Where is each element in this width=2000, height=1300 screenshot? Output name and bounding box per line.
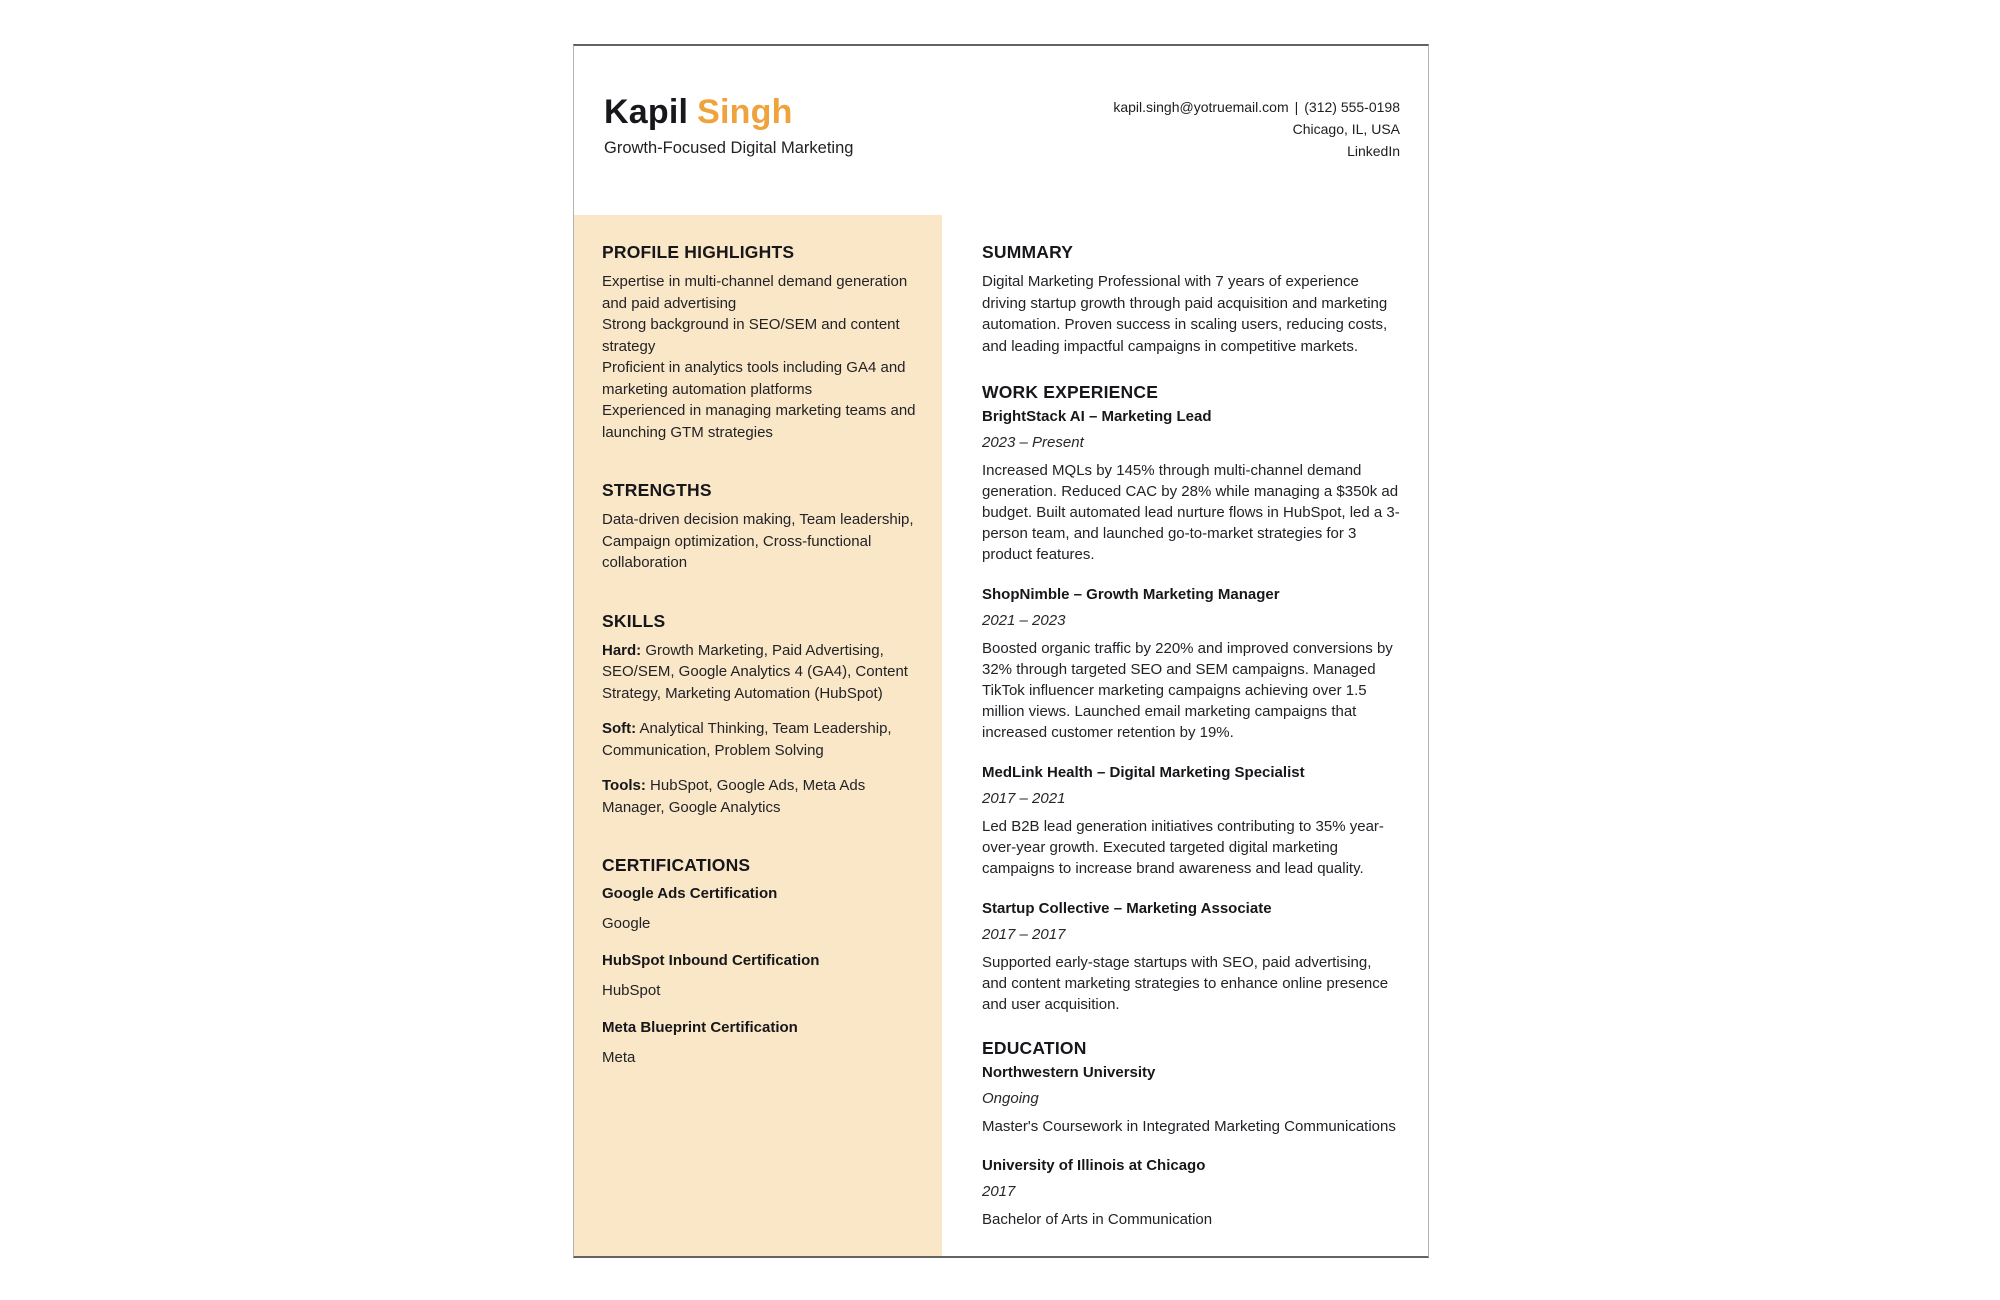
job-description: Led B2B lead generation initiatives contributing to 35% year-over-year growth. Executed targeted digital marketing campaigns to increase brand awareness and lead quality. xyxy=(982,818,1384,877)
first-name: Kapil xyxy=(604,93,689,131)
profile-highlight-item: Experienced in managing marketing teams and launching GTM strategies xyxy=(602,402,916,441)
skill-group-hard xyxy=(602,640,926,705)
section-strengths xyxy=(602,479,926,574)
certification-issuer: HubSpot xyxy=(602,982,661,999)
job-entry xyxy=(982,763,1400,879)
contact-line-1 xyxy=(1113,96,1400,118)
school-name: University of Illinois at Chicago xyxy=(982,1157,1206,1174)
summary-text: Digital Marketing Professional with 7 years of experience driving startup growth through paid acquisition and marketing automation. Proven success in scaling users, reducing costs, and leading impactful campaigns in competitive markets. xyxy=(982,273,1388,355)
profile-highlight-item: Expertise in multi-channel demand generation and paid advertising xyxy=(602,273,908,312)
work-experience-heading: WORK EXPERIENCE xyxy=(982,382,1159,402)
section-work-experience xyxy=(982,381,1400,1015)
certification-name: HubSpot Inbound Certification xyxy=(602,952,820,969)
main-column xyxy=(942,215,1428,1256)
school-degree: Bachelor of Arts in Communication xyxy=(982,1211,1213,1228)
school-dates: 2017 xyxy=(982,1183,1016,1200)
job-description: Boosted organic traffic by 220% and improved conversions by 32% through targeted SEO and SEM campaigns. Managed TikTok influencer marketing campaigns achieving over 1.5 million views. Launched email marketing campaigns that increased customer retention by 19%. xyxy=(982,640,1393,741)
strengths-text: Data-driven decision making, Team leadership, Campaign optimization, Cross-functional collaboration xyxy=(602,511,914,571)
job-description: Increased MQLs by 145% through multi-channel demand generation. Reduced CAC by 28% while managing a $350k ad budget. Built automated lead nurture flows in HubSpot, led a 3-person team, and launched go-to-market strategies for 3 product features. xyxy=(982,462,1400,563)
tagline: Growth-Focused Digital Marketing xyxy=(604,139,854,157)
school-dates: Ongoing xyxy=(982,1090,1039,1107)
job-description: Supported early-stage startups with SEO, paid advertising, and content marketing strategies to enhance online presence and user acquisition. xyxy=(982,954,1389,1013)
linkedin-link[interactable]: LinkedIn xyxy=(1347,143,1400,159)
job-dates: 2017 – 2021 xyxy=(982,790,1066,807)
skill-group-tools xyxy=(602,775,926,818)
school-name: Northwestern University xyxy=(982,1064,1156,1081)
profile-highlight-item: Proficient in analytics tools including GA4 and marketing automation platforms xyxy=(602,359,906,398)
job-title: BrightStack AI – Marketing Lead xyxy=(982,408,1212,425)
section-skills xyxy=(602,610,926,819)
school-degree: Master's Coursework in Integrated Marketing Communications xyxy=(982,1118,1396,1135)
contact-separator: | xyxy=(1294,99,1299,115)
section-education xyxy=(982,1037,1400,1230)
job-dates: 2023 – Present xyxy=(982,434,1084,451)
resume-page xyxy=(573,44,1429,1258)
job-dates: 2021 – 2023 xyxy=(982,612,1066,629)
certification-name: Meta Blueprint Certification xyxy=(602,1019,798,1036)
job-title: MedLink Health – Digital Marketing Specialist xyxy=(982,764,1305,781)
last-name: Singh xyxy=(697,93,793,131)
job-title: ShopNimble – Growth Marketing Manager xyxy=(982,586,1280,603)
certification-name: Google Ads Certification xyxy=(602,885,778,902)
location-text: Chicago, IL, USA xyxy=(1292,121,1400,137)
certifications-heading: CERTIFICATIONS xyxy=(602,855,751,875)
skill-group-label: Hard: xyxy=(602,641,642,659)
skill-group-text: HubSpot, Google Ads, Meta Ads Manager, Google Analytics xyxy=(602,777,866,816)
school-entry xyxy=(982,1156,1400,1230)
skills-heading: SKILLS xyxy=(602,610,666,631)
profile-highlights-heading: PROFILE HIGHLIGHTS xyxy=(602,242,795,262)
skill-group-soft xyxy=(602,718,926,761)
identity-block xyxy=(604,92,853,158)
sidebar-column xyxy=(574,215,942,1256)
summary-heading: SUMMARY xyxy=(982,242,1074,262)
skill-group-text: Analytical Thinking, Team Leadership, Communication, Problem Solving xyxy=(602,720,892,759)
section-profile-highlights xyxy=(602,241,926,443)
strengths-heading: STRENGTHS xyxy=(602,480,712,500)
resume-header xyxy=(574,46,1428,215)
contact-block xyxy=(1113,96,1400,162)
profile-highlight-item: Strong background in SEO/SEM and content strategy xyxy=(602,316,900,355)
job-dates: 2017 – 2017 xyxy=(982,926,1066,943)
job-entry xyxy=(982,407,1400,565)
education-heading: EDUCATION xyxy=(982,1038,1087,1058)
section-summary xyxy=(982,241,1400,357)
person-name xyxy=(604,92,853,132)
resume-body xyxy=(574,215,1428,1256)
certification-issuer: Meta xyxy=(602,1049,636,1066)
skill-group-label: Soft: xyxy=(602,720,637,737)
skill-group-text: Growth Marketing, Paid Advertising, SEO/SEM, Google Analytics 4 (GA4), Content Strategy, Marketing Automation (HubSpot) xyxy=(602,641,908,702)
certification-issuer: Google xyxy=(602,915,651,932)
school-entry xyxy=(982,1063,1400,1137)
email-text: kapil.singh@yotruemail.com xyxy=(1113,99,1289,115)
skill-group-label: Tools: xyxy=(602,777,646,794)
job-entry xyxy=(982,585,1400,743)
phone-text: (312) 555-0198 xyxy=(1304,99,1400,115)
section-certifications xyxy=(602,854,926,1068)
job-title: Startup Collective – Marketing Associate xyxy=(982,900,1272,917)
job-entry xyxy=(982,899,1400,1015)
